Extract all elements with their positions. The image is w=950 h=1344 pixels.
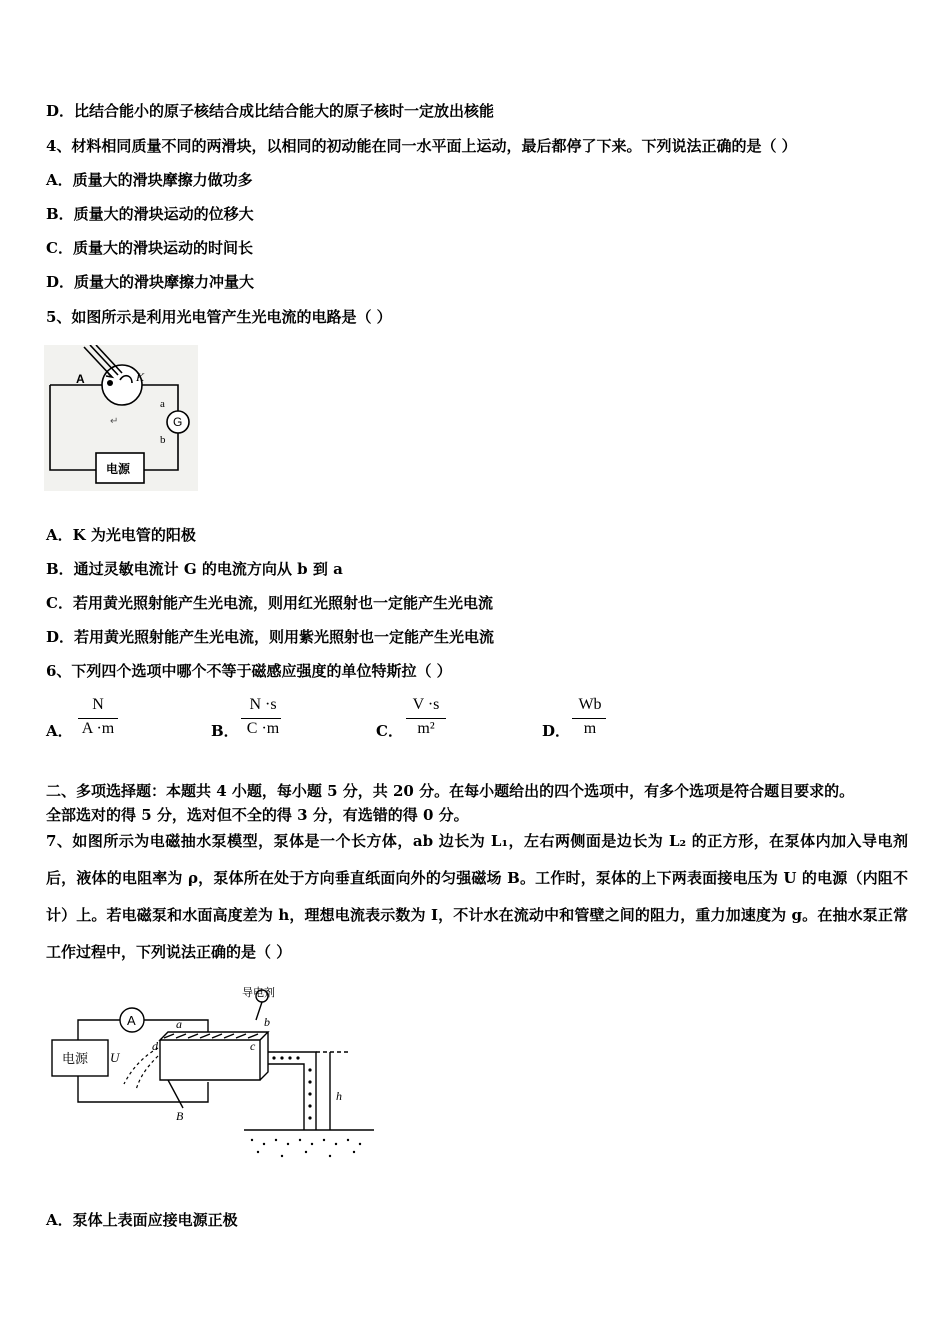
cathode-label: K	[136, 370, 145, 384]
q6-option-b-numerator: N ·s	[249, 696, 277, 713]
terminal-b-label: b	[160, 434, 166, 446]
q6-option-a-numerator: N	[92, 696, 104, 713]
field-b-label: B	[176, 1109, 184, 1123]
height-h-label: h	[336, 1089, 342, 1103]
q6-option-c-label: C．	[376, 722, 403, 740]
edge-c-label: c	[250, 1039, 256, 1053]
question-4: 4、材料相同质量不同的两滑块，以相同的初动能在同一水平面上运动，最后都停了下来。下列说法正确的是（ ）	[46, 137, 797, 155]
q5-option-d: D．若用黄光照射能产生光电流，则用紫光照射也一定能产生光电流	[46, 628, 495, 646]
pump-power-label: 电源	[62, 1052, 89, 1067]
fraction-bar	[241, 718, 281, 719]
q6-option-d-denominator: m	[583, 720, 597, 737]
question-6: 6、下列四个选项中哪个不等于磁感应强度的单位特斯拉（ ）	[46, 662, 452, 680]
return-mark: ↵	[110, 416, 119, 427]
edge-d-label: d	[152, 1039, 158, 1053]
q6-option-d-numerator: Wb	[578, 696, 602, 713]
q5-option-a: A．K 为光电管的阳极	[46, 526, 196, 544]
q5-option-b: B．通过灵敏电流计 G 的电流方向从 b 到 a	[46, 560, 343, 578]
photocell-circuit-figure	[44, 345, 198, 491]
q6-option-b-label: B．	[211, 722, 239, 740]
edge-b-label: b	[264, 1015, 270, 1029]
agent-label: 导电剂	[242, 986, 275, 999]
anode-label: A	[76, 372, 85, 386]
edge-a-label: a	[176, 1017, 182, 1031]
q5-option-c: C．若用黄光照射能产生光电流，则用红光照射也一定能产生光电流	[46, 594, 493, 612]
electromagnetic-pump-figure	[48, 980, 384, 1172]
q6-option-a-denominator: A ·m	[81, 720, 115, 737]
question-7: 7、如图所示为电磁抽水泵模型，泵体是一个长方体，ab 边长为 L₁，左右两侧面是边长为 L₂ 的正方形，在泵体内加入导电剂后，液体的电阻率为 ρ，泵体所在处于方向垂直纸面向外的匀强磁场 B。工作时，泵体的上下两表面接电压为 U 的电源（内阻不计）上。若电磁泵和水面高度差为 h，理想电流表示数为 I，不计水在流动中和管壁之间的阻力，重力加速度为 g。在抽水泵正常工作过程中，下列说法正确的是（ ）	[46, 832, 908, 961]
q6-option-c-numerator: V ·s	[412, 696, 440, 713]
galvanometer-label: G	[173, 415, 183, 429]
fraction-bar	[78, 718, 118, 719]
power-source-label: 电源	[106, 462, 131, 476]
q6-option-a-label: A．	[46, 722, 73, 740]
q4-option-d: D．质量大的滑块摩擦力冲量大	[46, 273, 255, 291]
q4-option-a: A．质量大的滑块摩擦力做功多	[46, 171, 253, 189]
q7-option-a: A．泵体上表面应接电源正极	[46, 1211, 238, 1229]
q4-option-c: C．质量大的滑块运动的时间长	[46, 239, 253, 257]
photocell-circuit-diagram	[44, 345, 198, 491]
section-2-header-line-1: 二、多项选择题：本题共 4 小题，每小题 5 分，共 20 分。在每小题给出的四个选项中，有多个选项是符合题目要求的。	[46, 782, 855, 800]
section-2-header-line-2: 全部选对的得 5 分，选对但不全的得 3 分，有选错的得 0 分。	[46, 806, 469, 824]
q4-option-b: B．质量大的滑块运动的位移大	[46, 205, 254, 223]
fraction-bar	[406, 718, 446, 719]
q3-option-d: D．比结合能小的原子核结合成比结合能大的原子核时一定放出核能	[46, 102, 495, 120]
voltage-label: U	[110, 1050, 120, 1065]
q6-option-b-denominator: C ·m	[246, 720, 280, 737]
electromagnetic-pump-diagram	[48, 980, 384, 1172]
fraction-bar	[572, 718, 606, 719]
terminal-a-label: a	[160, 398, 165, 410]
q6-option-c-denominator: m²	[417, 720, 435, 737]
question-5: 5、如图所示是利用光电管产生光电流的电路是（ ）	[46, 308, 392, 326]
q6-option-d-label: D．	[542, 722, 571, 740]
ammeter-label: A	[127, 1013, 136, 1028]
